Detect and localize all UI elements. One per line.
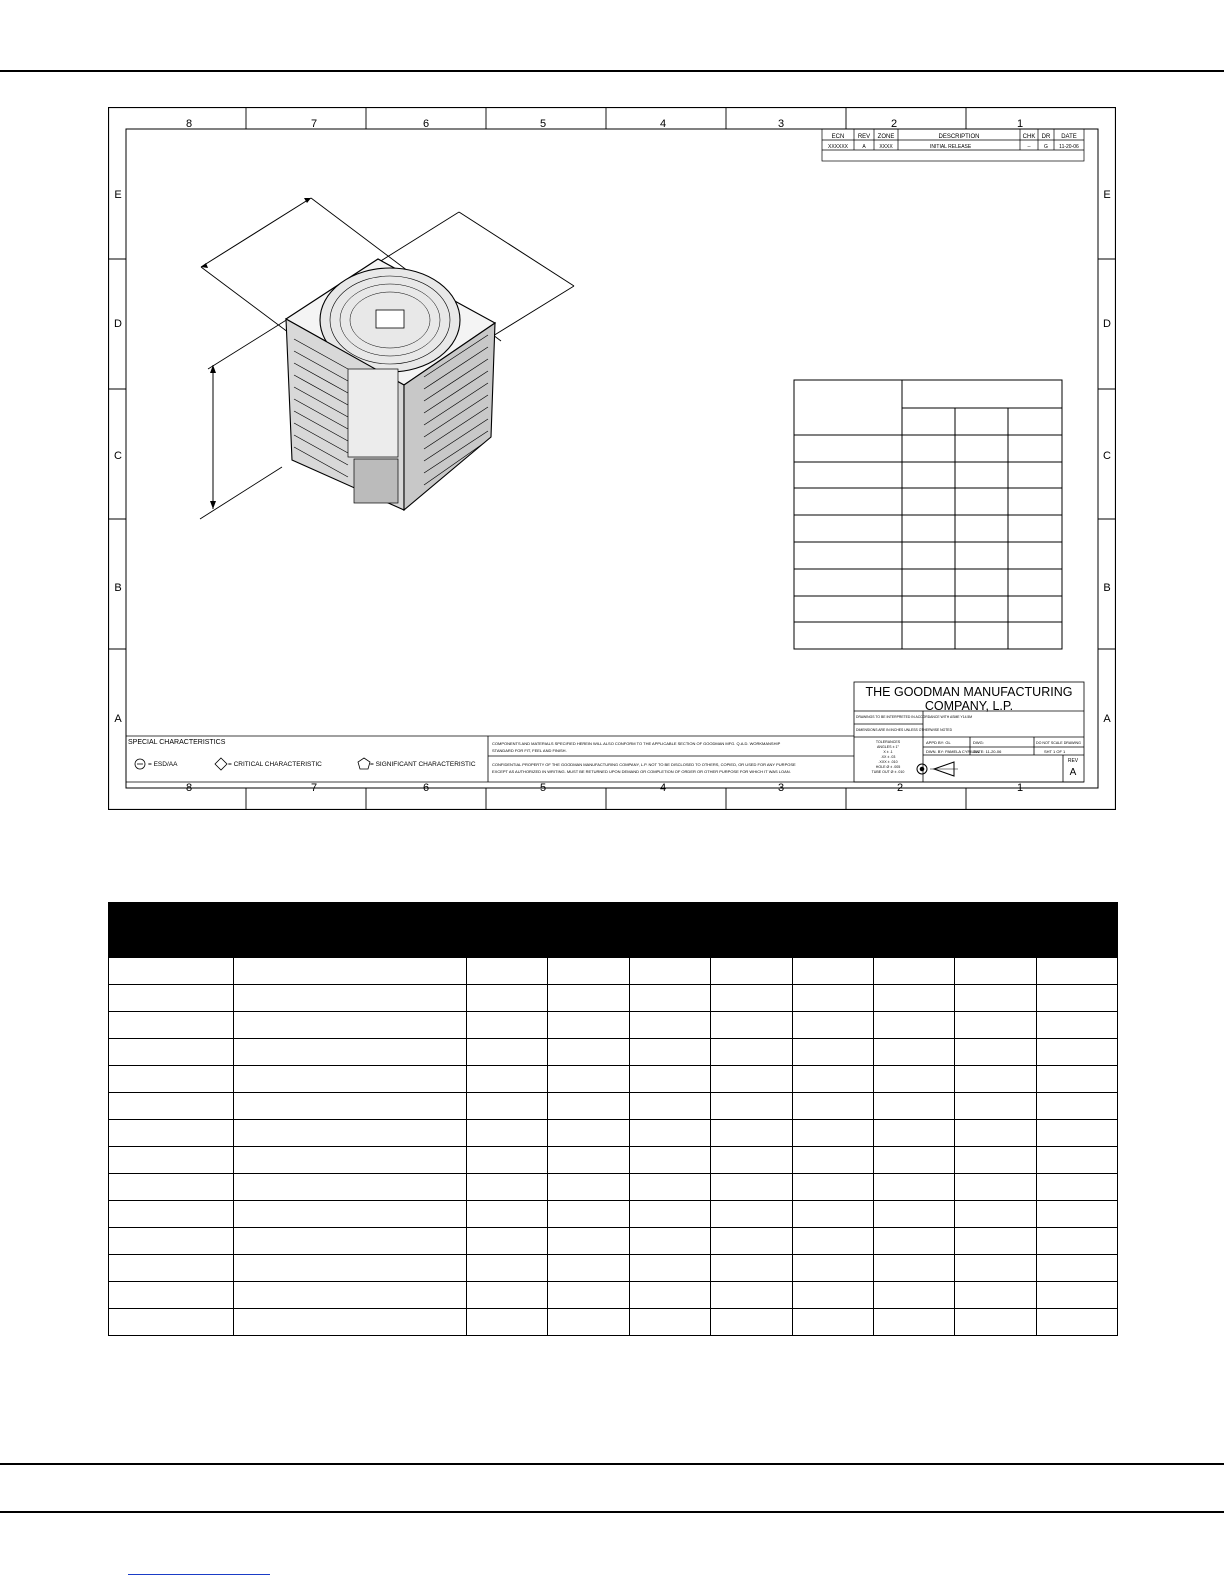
spec-table-cell (234, 1039, 467, 1066)
tolerance-0: TOLERANCES (875, 740, 901, 744)
spec-table-cell (548, 1228, 629, 1255)
zone-row-right-e: E (1103, 189, 1111, 201)
tolerance-5: HOLE Ø ± .005 (875, 765, 901, 769)
title-block-dims-note: DRAWINGS TO BE INTERPRETED IN ACCORDANCE WITH ASME Y14.5M (856, 715, 973, 719)
spec-header-cell (1036, 903, 1117, 958)
spec-table-cell (873, 1120, 954, 1147)
spec-table-cell (955, 1201, 1036, 1228)
spec-table-body (109, 958, 1118, 1336)
spec-table-cell (234, 1282, 467, 1309)
spec-table-cell (1036, 1012, 1117, 1039)
footer-rule-top (0, 1463, 1224, 1465)
spec-table-cell (792, 1309, 873, 1336)
tolerance-2: X ± .1 (883, 750, 893, 754)
spec-table-cell (467, 985, 548, 1012)
spec-table-cell (711, 1309, 792, 1336)
spec-table-cell (234, 1147, 467, 1174)
title-block-dwg: DWG: (973, 740, 984, 745)
zone-row-right-a: A (1103, 713, 1111, 725)
tolerance-4: .XXX ± .010 (878, 760, 898, 764)
footer-link-underline[interactable] (128, 1574, 270, 1575)
zone-col-top-2: 2 (890, 118, 898, 130)
zone-col-top-1: 1 (1016, 118, 1024, 130)
spec-table-cell (792, 1282, 873, 1309)
spec-table-cell (548, 1093, 629, 1120)
spec-table-cell (1036, 1039, 1117, 1066)
spec-table-row (109, 1147, 1118, 1174)
rev-header-dr: DR (1041, 134, 1051, 140)
tolerance-3: .XX ± .03 (880, 755, 896, 759)
zone-row-left-e: E (114, 189, 122, 201)
spec-table-cell (109, 1012, 234, 1039)
spec-table-cell (1036, 1201, 1117, 1228)
zone-row-right-c: C (1103, 450, 1111, 462)
engineering-drawing (108, 107, 1116, 810)
spec-table-cell (629, 958, 710, 985)
spec-table-cell (629, 985, 710, 1012)
spec-table-cell (109, 1255, 234, 1282)
tolerance-6: TUBE OUT Ø ± .010 (871, 770, 905, 774)
company-name-line2: COMPANY, L.P. (924, 699, 1014, 713)
specifications-table (108, 902, 1118, 1336)
spec-table-cell (234, 1066, 467, 1093)
spec-table-cell (711, 1147, 792, 1174)
rev-header-rev: REV (857, 134, 871, 140)
rev-row-description: INITIAL RELEASE (930, 144, 972, 150)
rev-header-ecn: ECN (831, 134, 845, 140)
spec-table-cell (873, 958, 954, 985)
spec-table-cell (1036, 1120, 1117, 1147)
spec-table-row (109, 985, 1118, 1012)
rev-header-date: DATE (1061, 134, 1077, 140)
header-rule (0, 70, 1224, 72)
spec-table-row (109, 1309, 1118, 1336)
zone-col-top-4: 4 (659, 118, 667, 130)
spec-table-cell (711, 958, 792, 985)
projection-symbol-icon (917, 762, 958, 776)
spec-table-cell (629, 1255, 710, 1282)
spec-table-row (109, 1012, 1118, 1039)
spec-table-cell (467, 958, 548, 985)
spec-table-cell (1036, 1093, 1117, 1120)
spec-table-cell (873, 1093, 954, 1120)
spec-table-cell (1036, 985, 1117, 1012)
spec-table-cell (711, 1093, 792, 1120)
spec-table-cell (955, 958, 1036, 985)
spec-table-cell (109, 1228, 234, 1255)
spec-table-cell (467, 1093, 548, 1120)
spec-table-cell (711, 1228, 792, 1255)
special-characteristics-title: SPECIAL CHARACTERISTICS (128, 739, 226, 746)
title-block-date: DATE: 11-20-06 (973, 749, 1002, 754)
spec-table-cell (548, 1201, 629, 1228)
spec-table-cell (629, 1120, 710, 1147)
spec-table-cell (955, 1066, 1036, 1093)
zone-col-top-3: 3 (777, 118, 785, 130)
spec-header-cell (234, 903, 467, 958)
zone-col-bottom-1: 1 (1016, 782, 1024, 794)
rev-row-dr: G (1044, 144, 1048, 150)
spec-table-cell (1036, 1255, 1117, 1282)
title-block-rev-value: A (1069, 767, 1077, 778)
spec-header-cell (873, 903, 954, 958)
spec-table-cell (792, 1039, 873, 1066)
footer-rule-bottom (0, 1511, 1224, 1513)
spec-table-cell (955, 1147, 1036, 1174)
spec-table-cell (1036, 1282, 1117, 1309)
title-block-dims-unit: DIMENSIONS ARE IN INCHES UNLESS OTHERWISE NOTED (856, 728, 953, 732)
zone-col-bottom-6: 6 (422, 782, 430, 794)
spec-table-cell (873, 1255, 954, 1282)
spec-table-cell (234, 1093, 467, 1120)
spec-table-cell (1036, 1309, 1117, 1336)
spec-table-cell (109, 1066, 234, 1093)
spec-table-cell (792, 1174, 873, 1201)
spec-table-cell (234, 1120, 467, 1147)
spec-table-cell (792, 958, 873, 985)
esd-label: = ESD/AA (148, 761, 178, 768)
spec-table-cell (792, 1120, 873, 1147)
spec-table-cell (873, 1201, 954, 1228)
spec-table-cell (467, 1066, 548, 1093)
spec-table-cell (629, 1309, 710, 1336)
dimension-table (794, 380, 1062, 649)
spec-table-cell (629, 1228, 710, 1255)
spec-table-cell (711, 1255, 792, 1282)
spec-table-cell (711, 985, 792, 1012)
spec-table-cell (109, 1309, 234, 1336)
spec-table-cell (109, 1147, 234, 1174)
title-block-do-not-scale: DO NOT SCALE DRAWING (1036, 741, 1081, 745)
spec-table-cell (467, 1228, 548, 1255)
spec-table-cell (629, 1012, 710, 1039)
zone-row-left-a: A (114, 713, 122, 725)
rev-row-date: 11-20-06 (1059, 144, 1079, 150)
spec-table-cell (629, 1282, 710, 1309)
spec-table-cell (548, 1012, 629, 1039)
spec-table-cell (955, 1039, 1036, 1066)
spec-table-cell (467, 1201, 548, 1228)
spec-table-cell (548, 1309, 629, 1336)
spec-table-cell (955, 1309, 1036, 1336)
spec-table-cell (629, 1066, 710, 1093)
zone-row-right-b: B (1103, 582, 1111, 594)
spec-table-cell (873, 1012, 954, 1039)
spec-table-cell (792, 1066, 873, 1093)
spec-table-row (109, 1039, 1118, 1066)
spec-table-cell (234, 1255, 467, 1282)
spec-table-cell (548, 1255, 629, 1282)
spec-table-cell (629, 1147, 710, 1174)
critical-characteristic-icon (215, 758, 227, 770)
spec-table-cell (548, 1282, 629, 1309)
rev-row-zone: XXXX (879, 144, 893, 150)
significant-label: = SIGNIFICANT CHARACTERISTIC (370, 761, 476, 768)
spec-table-row (109, 1228, 1118, 1255)
spec-table-cell (548, 1039, 629, 1066)
spec-header-cell (109, 903, 234, 958)
company-name-line1: THE GOODMAN MANUFACTURING (865, 685, 1073, 699)
spec-table-cell (711, 1174, 792, 1201)
spec-table-cell (792, 1228, 873, 1255)
spec-header-cell (467, 903, 548, 958)
spec-table-header-row (109, 903, 1118, 958)
spec-table-row (109, 1120, 1118, 1147)
zone-col-bottom-8: 8 (185, 782, 193, 794)
spec-header-cell (629, 903, 710, 958)
spec-table-cell (955, 1093, 1036, 1120)
notes-line1: COMPONENTS AND MATERIALS SPECIFIED HEREIN WILL ALSO CONFORM TO THE APPLICABLE SECTION OF GOODMAN MFG. Q.A.D. WORKMANSHIP (492, 741, 781, 746)
esd-icon (135, 759, 145, 769)
zone-col-bottom-3: 3 (777, 782, 785, 794)
spec-table-cell (1036, 1228, 1117, 1255)
spec-table-cell (234, 1228, 467, 1255)
spec-table-row (109, 958, 1118, 985)
spec-table-cell (467, 1120, 548, 1147)
spec-table-cell (629, 1039, 710, 1066)
zone-col-top-5: 5 (539, 118, 547, 130)
spec-table-cell (873, 1147, 954, 1174)
spec-table-cell (629, 1201, 710, 1228)
spec-table-cell (955, 1228, 1036, 1255)
spec-table-cell (955, 1120, 1036, 1147)
spec-table-cell (711, 1120, 792, 1147)
zone-col-bottom-2: 2 (896, 782, 904, 794)
spec-table-cell (873, 1039, 954, 1066)
spec-table-cell (467, 1147, 548, 1174)
spec-table-cell (873, 1309, 954, 1336)
spec-table-row (109, 1201, 1118, 1228)
spec-table-cell (1036, 1066, 1117, 1093)
spec-table-cell (234, 1309, 467, 1336)
significant-characteristic-icon (358, 758, 370, 769)
spec-table-cell (548, 1147, 629, 1174)
spec-table-cell (467, 1255, 548, 1282)
rev-header-description: DESCRIPTION (938, 134, 980, 140)
spec-table-cell (792, 1093, 873, 1120)
spec-table-cell (109, 1120, 234, 1147)
spec-table-row (109, 1174, 1118, 1201)
spec-table-cell (1036, 1174, 1117, 1201)
spec-table-cell (711, 1282, 792, 1309)
notes-line3: CONFIDENTIAL PROPERTY OF THE GOODMAN MANUFACTURING COMPANY, L.P. NOT TO BE DISCLOSED TO OTHERS, COPIED, OR USED FOR ANY PURPOSE (492, 762, 796, 767)
rev-header-zone: ZONE (877, 134, 895, 140)
spec-table-cell (467, 1174, 548, 1201)
spec-table-cell (873, 1066, 954, 1093)
spec-table-cell (1036, 958, 1117, 985)
zone-col-bottom-7: 7 (310, 782, 318, 794)
spec-table-cell (873, 985, 954, 1012)
zone-col-top-6: 6 (422, 118, 430, 130)
tolerance-1: ANGLES ± 1° (877, 745, 899, 749)
critical-label: = CRITICAL CHARACTERISTIC (228, 761, 322, 768)
spec-table-cell (711, 1066, 792, 1093)
spec-table-cell (955, 1282, 1036, 1309)
spec-table-cell (873, 1282, 954, 1309)
zone-col-bottom-5: 5 (539, 782, 547, 794)
spec-table-cell (548, 1174, 629, 1201)
spec-table-row (109, 1093, 1118, 1120)
spec-table-cell (234, 985, 467, 1012)
spec-header-cell (792, 903, 873, 958)
spec-header-cell (955, 903, 1036, 958)
spec-table-cell (873, 1228, 954, 1255)
spec-table-cell (109, 1174, 234, 1201)
spec-table-cell (109, 1039, 234, 1066)
spec-table-cell (955, 1255, 1036, 1282)
spec-table-cell (792, 1012, 873, 1039)
spec-table-cell (234, 958, 467, 985)
spec-table-cell (109, 985, 234, 1012)
spec-table-cell (548, 958, 629, 985)
zone-col-top-8: 8 (185, 118, 193, 130)
spec-table-cell (548, 985, 629, 1012)
notes-line2: STANDARD FOR FIT, FEEL AND FINISH. (492, 748, 567, 753)
spec-table-cell (792, 985, 873, 1012)
spec-table-cell (548, 1120, 629, 1147)
spec-header-cell (548, 903, 629, 958)
title-block-rev-label: REV (1067, 758, 1079, 764)
spec-table-cell (109, 1201, 234, 1228)
rev-row-ecn: XXXXXX (827, 144, 849, 150)
rev-row-rev: A (862, 144, 866, 150)
rev-row-chk: -- (1027, 144, 1031, 150)
notes-line4: EXCEPT AS AUTHORIZED IN WRITING. MUST BE RETURNED UPON DEMAND OR COMPLETION OF ORDER OR OTHER PURPOSE FOR WHICH IT WAS LOAN. (492, 769, 791, 774)
zone-col-bottom-4: 4 (659, 782, 667, 794)
spec-table-cell (955, 1012, 1036, 1039)
spec-table-cell (711, 1012, 792, 1039)
zone-row-left-b: B (114, 582, 122, 594)
spec-header-cell (711, 903, 792, 958)
title-block-sheet: SHT 1 OF 1 (1044, 749, 1066, 754)
spec-table-cell (234, 1201, 467, 1228)
spec-table-cell (109, 1093, 234, 1120)
spec-table-row (109, 1066, 1118, 1093)
spec-table-cell (1036, 1147, 1117, 1174)
spec-table-cell (711, 1201, 792, 1228)
spec-table-cell (955, 1174, 1036, 1201)
spec-table-cell (792, 1201, 873, 1228)
spec-table-cell (548, 1066, 629, 1093)
title-block-dwn-by: DWN. BY: PAMELA CYRILEN (926, 749, 980, 754)
spec-table-cell (234, 1174, 467, 1201)
spec-table-cell (873, 1174, 954, 1201)
spec-table-cell (467, 1012, 548, 1039)
zone-col-top-7: 7 (310, 118, 318, 130)
spec-table-row (109, 1282, 1118, 1309)
spec-table-cell (955, 985, 1036, 1012)
spec-table-cell (629, 1093, 710, 1120)
condenser-unit-illustration (200, 198, 574, 519)
spec-table-cell (109, 958, 234, 985)
zone-row-left-c: C (114, 450, 122, 462)
spec-table-cell (109, 1282, 234, 1309)
spec-table-cell (234, 1012, 467, 1039)
spec-table-row (109, 1255, 1118, 1282)
zone-row-left-d: D (114, 318, 122, 330)
spec-table-cell (792, 1147, 873, 1174)
spec-table-cell (711, 1039, 792, 1066)
zone-row-right-d: D (1103, 318, 1111, 330)
spec-table-cell (467, 1282, 548, 1309)
spec-table-cell (467, 1039, 548, 1066)
spec-table-cell (792, 1255, 873, 1282)
title-block-appd-by: APPD BY: GL (926, 740, 951, 745)
spec-table-cell (467, 1309, 548, 1336)
spec-table-cell (629, 1174, 710, 1201)
rev-header-chk: CHK (1022, 134, 1036, 140)
